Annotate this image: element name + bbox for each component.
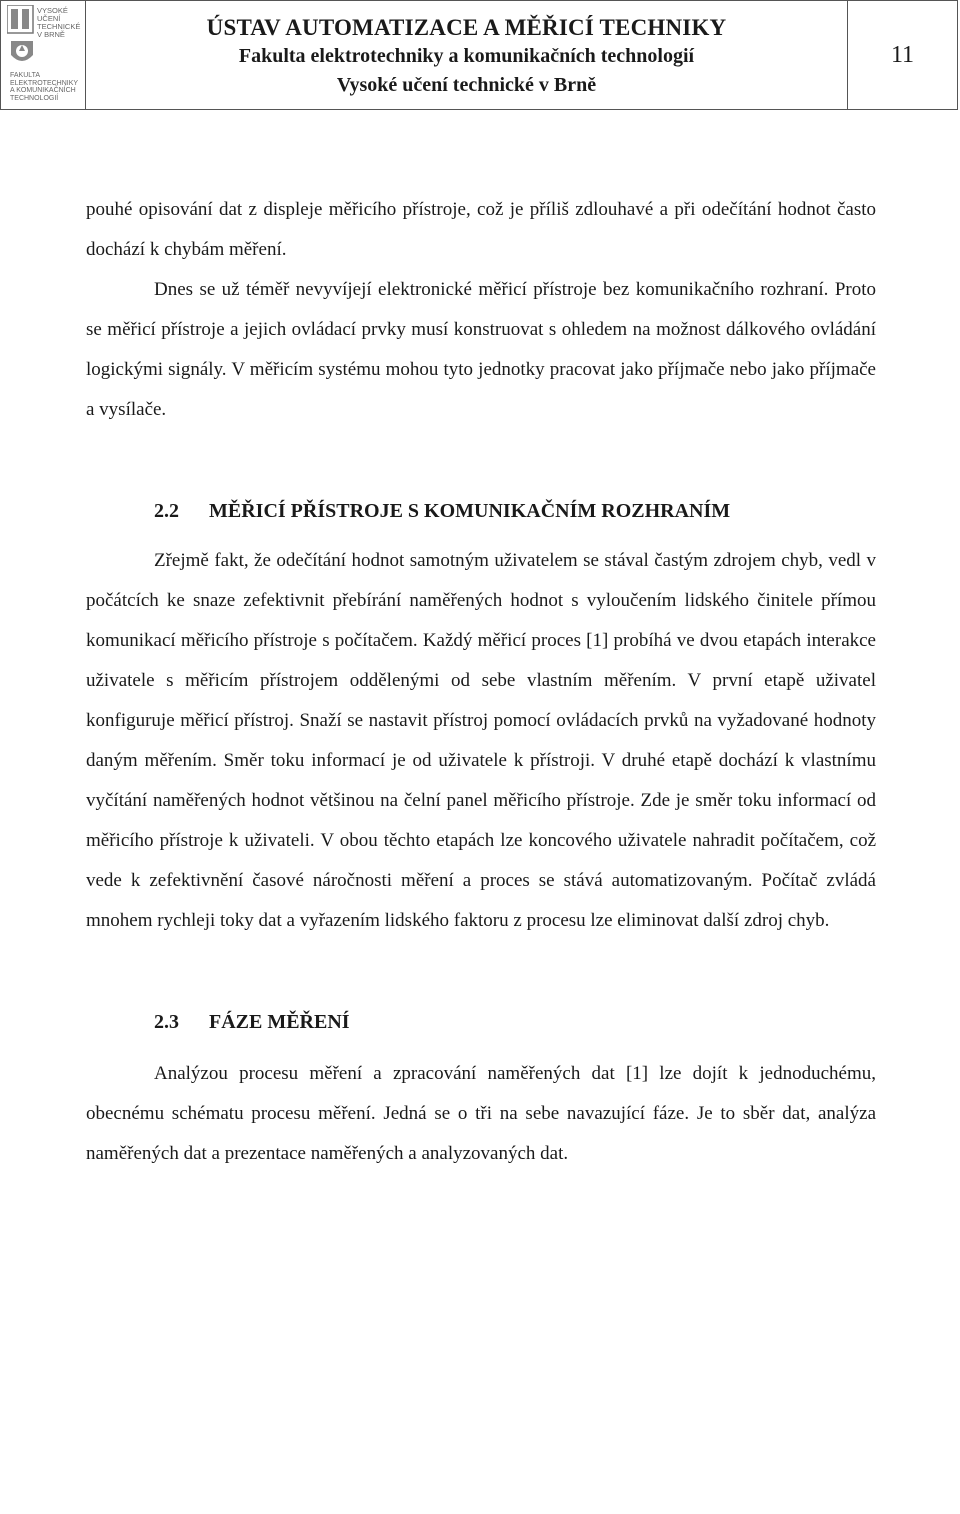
section-heading-2-2 xyxy=(86,491,876,531)
logo-emblem-icon xyxy=(7,5,37,72)
section-title: MĚŘICÍ PŘÍSTROJE S KOMUNIKAČNÍM ROZHRANÍM xyxy=(209,500,731,522)
logo-bottom-text: FAKULTA ELEKTROTECHNIKY A KOMUNIKAČNÍCH TECHNOLOGIÍ xyxy=(10,72,78,102)
paragraph-2-2: Zřejmě fakt, že odečítání hodnot samotným uživatelem se stával častým zdrojem chyb, vedl v počátcích ke snaze zefektivnit přebírání naměřených hodnot s vyloučením lidského činitele přímou komunikací měřicího přístroje s počítačem. Každý měřicí proces [1] probíhá ve dvou etapách interakce uživatele s měřicím přístrojem oddělenými od sebe vlastním měřením. V první etapě uživatel konfiguruje měřicí přístroj. Snaží se nastavit přístroj pomocí ovládacích prvků na vyžadované hodnoty daným měřením. Směr toku informací je od uživatele k přístroji. V druhé etapě dochází k vlastnímu vyčítání naměřených hodnot většinou na čelní panel měřicího přístroje. Zde je směr toku informací od měřicího přístroje k uživateli. V obou těchto etapách lze koncového uživatele nahradit počítačem, což vede k zefektivnění časové náročnosti měření a proces se stává automatizovaným. Počítač zvládá mnohem rychleji toky dat a vyřazením lidského faktoru z procesu lze eliminovat další zdroj chyb. xyxy=(86,550,876,931)
section-heading-2-3 xyxy=(86,1002,876,1042)
section-number: 2.2 xyxy=(154,500,179,522)
logo-top-text: VYSOKÉ UČENÍ TECHNICKÉ V BRNĚ xyxy=(37,6,81,39)
section-title: FÁZE MĚŘENÍ xyxy=(209,1011,350,1033)
page-body xyxy=(86,190,876,1174)
page-number: 11 xyxy=(847,1,957,109)
paragraph-1: pouhé opisování dat z displeje měřicího přístroje, což je příliš zdlouhavé a při odečítání hodnot často dochází k chybám měření. xyxy=(86,199,876,260)
faculty-name: Fakulta elektrotechniky a komunikačních technologií xyxy=(238,44,695,67)
institute-name: ÚSTAV AUTOMATIZACE A MĚŘICÍ TECHNIKY xyxy=(206,14,727,40)
header-title-block xyxy=(86,1,847,109)
section-number: 2.3 xyxy=(154,1011,179,1033)
paragraph-2-3: Analýzou procesu měření a zpracování naměřených dat [1] lze dojít k jednoduchému, obecnému schématu procesu měření. Jedná se o tři na sebe navazující fáze. Je to sběr dat, analýza naměřených dat a prezentace naměřených a analyzovaných dat. xyxy=(86,1063,876,1164)
university-name: Vysoké učení technické v Brně xyxy=(336,73,597,96)
university-logo xyxy=(1,1,86,109)
page-header xyxy=(0,0,958,110)
paragraph-2: Dnes se už téměř nevyvíjejí elektronické měřicí přístroje bez komunikačního rozhraní. Proto se měřicí přístroje a jejich ovládací prvky musí konstruovat s ohledem na možnost dálkového ovládání logickými signály. V měřicím systému mohou tyto jednotky pracovat jako příjmače nebo jako příjmače a vysílače. xyxy=(86,279,876,420)
